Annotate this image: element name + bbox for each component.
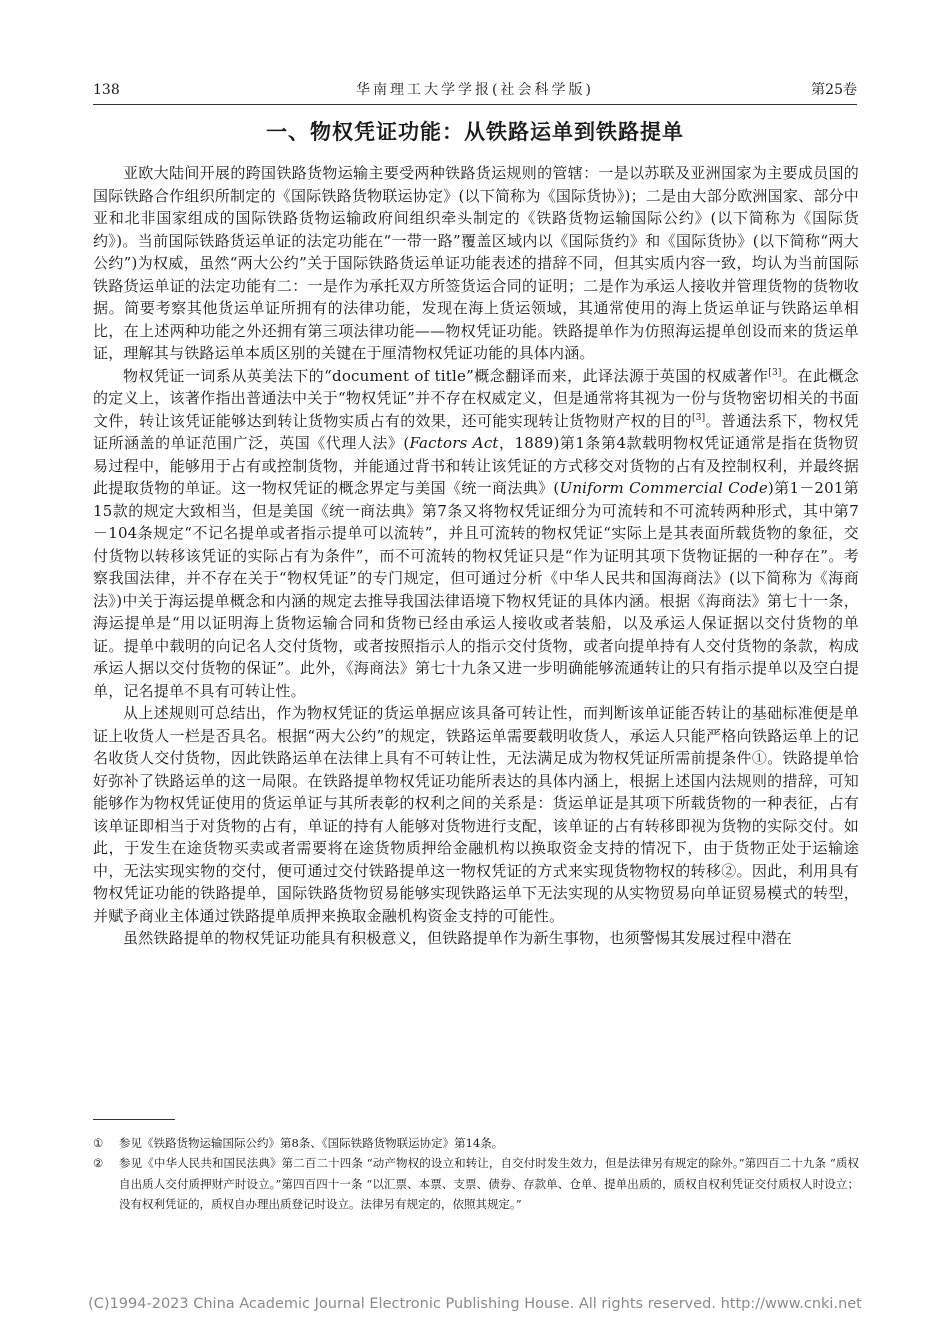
footnotes: [93, 1133, 859, 1214]
footnote-marker[interactable]: ②: [721, 861, 737, 880]
paragraph-3-text-b: 。铁路提单恰好弥补了铁路运单的这一局限。在铁路提单物权凭证功能所表达的具体内涵上，根据上述国内法规则的措辞，可知能够作为物权凭证使用的货运单证与其所表彰的权利之间的关系是：货运单证是其项下所载货物的一种表征，占有该单证即相当于对货物的占有，单证的持有人能够对货物进行支配，该单证的占有转移即视为货物的实际交付。如此，于发生在途货物买卖或者需要将在途货物质押给金融机构以换取资金支持的情况下，由于货物正处于运输途中，无法实现实物的交付，便可通过交付铁路提单这一物权凭证的方式来实现货物物权的转移: [93, 749, 859, 880]
page-number: 138: [93, 82, 120, 98]
body-text: [93, 162, 859, 950]
footnote-text: 参见《铁路货物运输国际公约》第8条、《国际铁路货物联运协定》第14条。: [119, 1136, 504, 1150]
journal-title: 华南理工大学学报(社会科学版): [356, 82, 594, 98]
footnote-text: 参见《中华人民共和国民法典》第二百二十四条 “动产物权的设立和转让，自交付时发生效力，但是法律另有规定的除外。”第四百二十九条 “质权自出质人交付质押财产时设立。”第四百四十一条 “以汇票、本票、支票、债券、存款单、仓单、提单出质的，质权自权利凭证交付质权人时设立；没有权利凭证的，质权自办理出质登记时设立。法律另有规定的，依照其规定。”: [119, 1156, 859, 1211]
footnote-mark: ②: [93, 1156, 104, 1171]
paragraph-1: [93, 162, 859, 365]
footnote: [93, 1133, 859, 1153]
paragraph-2-text-e: )第1－201第15款的规定大致相当，但是美国《统一商法典》第7条又将物权凭证细分为可流转和不可流转两种形式，其中第7－104条规定“不记名提单或者指示提单可以流转”，并且可流转的物权凭证“实际上是其表面所载货物的象征，交付货物以转移该凭证的实际占有为条件”，而不可流转的物权凭证只是“作为证明其项下货物证据的一种存在”。考察我国法律，并不存在关于“物权凭证”的专门规定，但可通过分析《中华人民共和国海商法》(以下简称为《海商法》)中关于海运提单概念和内涵的规定去推导我国法律语境下物权凭证的具体内涵。根据《海商法》第七十一条，海运提单是“用以证明海上货物运输合同和货物已经由承运人接收或者装船，以及承运人保证据以交付货物的单证。提单中载明的向记名人交付货物，或者按照指示人的指示交付货物，或者向提单持有人交付货物的条款，构成承运人据以交付货物的保证”。此外，《海商法》第七十九条又进一步明确能够流通转让的只有指示提单以及空白提单，记名提单不具有可转让性。: [93, 479, 859, 700]
volume-label: 第25卷: [811, 82, 857, 98]
paragraph-2-text-d: ，1889)第1条第4款载明物权凭证通常是指在货物贸易过程中，能够用于占有或控制货物，并能通过背书和转让该凭证的方式移交对货物的占有及控制权利，并最终据此提取货物的单证。这一物权凭证的概念界定与美国《统一商法典》(: [93, 434, 859, 497]
running-header: [93, 80, 857, 102]
italic-title: Factors Act: [409, 434, 499, 452]
footnote-rule: [93, 1119, 175, 1120]
header-rule: [93, 104, 857, 105]
italic-title: Uniform Commercial Code: [559, 479, 768, 497]
paragraph-4: [93, 927, 859, 950]
footnote: [93, 1153, 859, 1214]
paragraph-2-text-c: 。普通法系下，物权凭证所涵盖的单证范围广泛，英国《代理人法》(: [93, 411, 859, 452]
paragraph-3: [93, 702, 859, 927]
citation-ref[interactable]: [3]: [692, 412, 706, 423]
footnote-mark: ①: [93, 1136, 104, 1150]
paragraph-2: [93, 365, 859, 703]
section-title: 一、物权凭证功能：从铁路运单到铁路提单: [266, 120, 684, 144]
paragraph-1-text: 亚欧大陆间开展的跨国铁路货物运输主要受两种铁路货运规则的管辖：一是以苏联及亚洲国家为主要成员国的国际铁路合作组织所制定的《国际铁路货物联运协定》(以下简称为《国际货协》)；二是由大部分欧洲国家、部分中亚和北非国家组成的国际铁路货物运输政府间组织牵头制定的《铁路货物运输国际公约》(以下简称为《国际货约》)。当前国际铁路货运单证的法定功能在“一带一路”覆盖区域内以《国际货约》和《国际货协》(以下简称“两大公约”)为权威，虽然“两大公约”关于国际铁路货运单证功能表述的措辞不同，但其实质内容一致，均认为当前国际铁路货运单证的法定功能有二：一是作为承托双方所签货运合同的证明；二是作为承运人接收并管理货物的货物收据。简要考察其他货运单证所拥有的法律功能，发现在海上货运领域，其通常使用的海上货运单证与铁路运单相比，在上述两种功能之外还拥有第三项法律功能——物权凭证功能。铁路提单作为仿照海运提单创设而来的货运单证，理解其与铁路运单本质区别的关键在于厘清物权凭证功能的具体内涵。: [93, 164, 859, 362]
paragraph-4-text: 虽然铁路提单的物权凭证功能具有积极意义，但铁路提单作为新生事物，也须警惕其发展过程中潜在: [123, 929, 792, 947]
paragraph-2-text-b: 。在此概念的定义上，该著作指出普通法中关于“物权凭证”并不存在权威定义，但是通常将其视为一份与货物密切相关的书面文件，转让该凭证能够达到转让货物实质占有的效果，还可能实现转让货物财产权的目的: [93, 366, 859, 430]
paragraph-3-text-a: 从上述规则可总结出，作为物权凭证的货运单据应该具备可转让性，而判断该单证能否转让的基础标准便是单证上收货人一栏是否具名。根据“两大公约”的规定，铁路运单需要载明收货人，承运人只能严格向铁路运单上的记名收货人交付货物，因此铁路运单在法律上具有不可转让性，无法满足成为物权凭证所需前提条件: [93, 704, 859, 767]
citation-ref[interactable]: [3]: [768, 367, 782, 378]
footnote-marker[interactable]: ①: [751, 749, 768, 767]
copyright-notice: (C)1994-2023 China Academic Journal Electronic Publishing House. All rights reserved. http://www.cnki.net: [88, 1296, 862, 1312]
paragraph-3-text-c: 。因此，利用具有物权凭证功能的铁路提单，国际铁路货物贸易能够实现铁路运单下无法实现的从实物贸易向单证贸易模式的转型，并赋予商业主体通过铁路提单质押来换取金融机构资金支持的可能性。: [93, 861, 859, 925]
paragraph-2-text-a: 物权凭证一词系从英美法下的“document of title”概念翻译而来，此译法源于英国的权威著作: [123, 366, 769, 385]
